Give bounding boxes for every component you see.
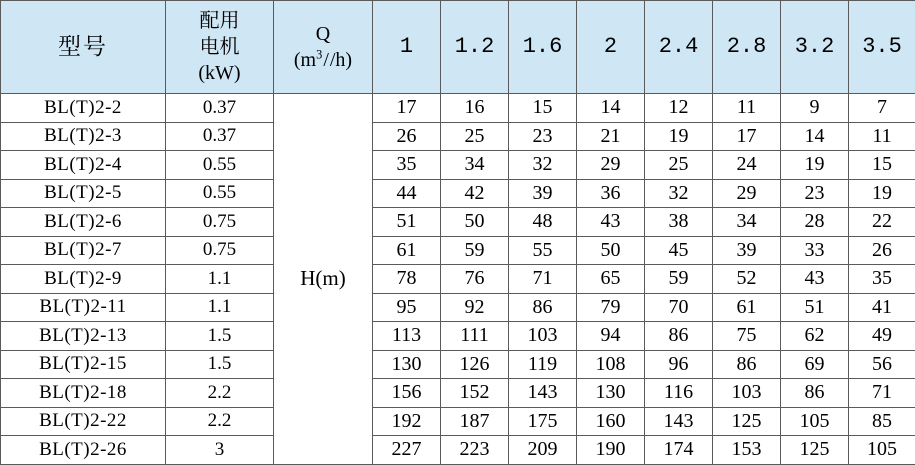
cell-head-2: 152 [441, 379, 509, 408]
cell-model: BL(T)2-4 [1, 151, 166, 180]
header-flow-8: 3.5 [849, 1, 915, 94]
cell-head-5: 59 [645, 265, 713, 294]
cell-head-1: 130 [373, 350, 441, 379]
cell-head-3: 55 [509, 236, 577, 265]
cell-head-8: 41 [849, 293, 915, 322]
cell-head-6: 75 [713, 322, 781, 351]
cell-model: BL(T)2-5 [1, 179, 166, 208]
flow-unit-slash: / [322, 49, 330, 71]
cell-motor: 1.5 [166, 322, 274, 351]
cell-head-5: 25 [645, 151, 713, 180]
cell-head-2: 59 [441, 236, 509, 265]
header-row [1, 1, 915, 94]
cell-head-5: 12 [645, 94, 713, 123]
cell-head-7: 43 [781, 265, 849, 294]
cell-head-1: 156 [373, 379, 441, 408]
cell-head-8: 85 [849, 407, 915, 436]
table-row [1, 379, 915, 408]
cell-head-6: 86 [713, 350, 781, 379]
cell-head-2: 76 [441, 265, 509, 294]
cell-head-7: 125 [781, 436, 849, 465]
cell-motor: 3 [166, 436, 274, 465]
cell-head-7: 14 [781, 122, 849, 151]
table-row [1, 350, 915, 379]
cell-motor: 2.2 [166, 407, 274, 436]
cell-head-2: 92 [441, 293, 509, 322]
header-flow-6: 2.8 [713, 1, 781, 94]
cell-head-1: 227 [373, 436, 441, 465]
table-row [1, 122, 915, 151]
cell-motor: 1.1 [166, 293, 274, 322]
cell-head-4: 108 [577, 350, 645, 379]
cell-head-8: 105 [849, 436, 915, 465]
cell-head-1: 51 [373, 208, 441, 237]
cell-head-5: 19 [645, 122, 713, 151]
table-row [1, 179, 915, 208]
cell-head-4: 190 [577, 436, 645, 465]
cell-head-3: 175 [509, 407, 577, 436]
cell-head-7: 28 [781, 208, 849, 237]
cell-model: BL(T)2-9 [1, 265, 166, 294]
cell-head-5: 143 [645, 407, 713, 436]
cell-head-3: 71 [509, 265, 577, 294]
table-header [1, 1, 915, 94]
cell-head-6: 11 [713, 94, 781, 123]
cell-head-4: 65 [577, 265, 645, 294]
cell-head-3: 103 [509, 322, 577, 351]
cell-head-7: 23 [781, 179, 849, 208]
cell-head-4: 160 [577, 407, 645, 436]
header-motor-line1: 配用 [166, 8, 273, 34]
cell-head-6: 17 [713, 122, 781, 151]
cell-head-8: 49 [849, 322, 915, 351]
cell-head-4: 94 [577, 322, 645, 351]
cell-head-3: 23 [509, 122, 577, 151]
cell-head-1: 44 [373, 179, 441, 208]
cell-head-5: 70 [645, 293, 713, 322]
cell-motor: 0.75 [166, 208, 274, 237]
cell-head-5: 96 [645, 350, 713, 379]
table-row [1, 293, 915, 322]
cell-head-4: 36 [577, 179, 645, 208]
cell-head-1: 26 [373, 122, 441, 151]
header-flow-1: 1 [373, 1, 441, 94]
cell-head-3: 15 [509, 94, 577, 123]
cell-head-2: 25 [441, 122, 509, 151]
flow-unit-exponent: 3 [316, 47, 322, 61]
cell-head-7: 9 [781, 94, 849, 123]
cell-head-6: 24 [713, 151, 781, 180]
table-row [1, 151, 915, 180]
cell-head-4: 43 [577, 208, 645, 237]
cell-head-7: 86 [781, 379, 849, 408]
cell-head-8: 11 [849, 122, 915, 151]
cell-model: BL(T)2-22 [1, 407, 166, 436]
cell-model: BL(T)2-15 [1, 350, 166, 379]
table-row [1, 407, 915, 436]
cell-head-7: 19 [781, 151, 849, 180]
cell-head-8: 26 [849, 236, 915, 265]
cell-model: BL(T)2-6 [1, 208, 166, 237]
cell-motor: 0.55 [166, 179, 274, 208]
header-flow-4: 2 [577, 1, 645, 94]
cell-head-1: 113 [373, 322, 441, 351]
cell-head-1: 78 [373, 265, 441, 294]
cell-head-6: 153 [713, 436, 781, 465]
cell-head-6: 52 [713, 265, 781, 294]
cell-head-6: 103 [713, 379, 781, 408]
cell-head-8: 71 [849, 379, 915, 408]
cell-head-2: 34 [441, 151, 509, 180]
cell-head-4: 21 [577, 122, 645, 151]
table-row [1, 265, 915, 294]
header-flow-rate [274, 1, 373, 94]
cell-head-6: 61 [713, 293, 781, 322]
cell-head-3: 209 [509, 436, 577, 465]
cell-head-3: 119 [509, 350, 577, 379]
cell-motor: 0.37 [166, 94, 274, 123]
header-model: 型号 [1, 1, 166, 94]
cell-head-5: 116 [645, 379, 713, 408]
cell-model: BL(T)2-11 [1, 293, 166, 322]
cell-head-2: 16 [441, 94, 509, 123]
cell-head-2: 111 [441, 322, 509, 351]
cell-motor: 0.75 [166, 236, 274, 265]
cell-head-7: 69 [781, 350, 849, 379]
cell-head-7: 105 [781, 407, 849, 436]
cell-head-7: 33 [781, 236, 849, 265]
table-row [1, 436, 915, 465]
cell-head-label: H(m) [274, 94, 373, 465]
cell-head-3: 86 [509, 293, 577, 322]
cell-motor: 2.2 [166, 379, 274, 408]
flow-unit-prefix: (m [294, 49, 316, 71]
table-row [1, 322, 915, 351]
flow-unit-suffix: /h) [330, 49, 352, 71]
cell-head-5: 86 [645, 322, 713, 351]
cell-head-7: 62 [781, 322, 849, 351]
cell-head-8: 19 [849, 179, 915, 208]
cell-model: BL(T)2-7 [1, 236, 166, 265]
cell-motor: 1.1 [166, 265, 274, 294]
header-motor-line2: 电机 [166, 34, 273, 60]
header-flow-unit [274, 47, 372, 73]
cell-head-1: 17 [373, 94, 441, 123]
cell-head-7: 51 [781, 293, 849, 322]
cell-head-2: 50 [441, 208, 509, 237]
cell-head-3: 32 [509, 151, 577, 180]
cell-model: BL(T)2-26 [1, 436, 166, 465]
cell-head-5: 32 [645, 179, 713, 208]
cell-model: BL(T)2-2 [1, 94, 166, 123]
cell-head-8: 22 [849, 208, 915, 237]
table-row [1, 236, 915, 265]
cell-head-4: 50 [577, 236, 645, 265]
cell-head-8: 56 [849, 350, 915, 379]
header-flow-symbol: Q [274, 21, 372, 47]
cell-head-8: 35 [849, 265, 915, 294]
cell-head-2: 42 [441, 179, 509, 208]
cell-head-3: 39 [509, 179, 577, 208]
cell-head-3: 143 [509, 379, 577, 408]
cell-motor: 0.37 [166, 122, 274, 151]
table-body [1, 94, 915, 465]
cell-head-4: 130 [577, 379, 645, 408]
cell-motor: 0.55 [166, 151, 274, 180]
table-row [1, 208, 915, 237]
table-row [1, 94, 915, 123]
cell-head-1: 192 [373, 407, 441, 436]
header-motor-power [166, 1, 274, 94]
cell-head-1: 61 [373, 236, 441, 265]
cell-head-6: 39 [713, 236, 781, 265]
cell-head-8: 7 [849, 94, 915, 123]
cell-head-5: 38 [645, 208, 713, 237]
cell-head-6: 29 [713, 179, 781, 208]
header-flow-2: 1.2 [441, 1, 509, 94]
header-flow-3: 1.6 [509, 1, 577, 94]
cell-head-2: 187 [441, 407, 509, 436]
cell-motor: 1.5 [166, 350, 274, 379]
cell-head-4: 14 [577, 94, 645, 123]
cell-head-2: 223 [441, 436, 509, 465]
cell-head-3: 48 [509, 208, 577, 237]
cell-model: BL(T)2-13 [1, 322, 166, 351]
cell-head-6: 34 [713, 208, 781, 237]
cell-head-5: 174 [645, 436, 713, 465]
cell-head-1: 35 [373, 151, 441, 180]
cell-head-6: 125 [713, 407, 781, 436]
cell-head-2: 126 [441, 350, 509, 379]
cell-model: BL(T)2-3 [1, 122, 166, 151]
cell-head-8: 15 [849, 151, 915, 180]
header-flow-7: 3.2 [781, 1, 849, 94]
cell-head-4: 79 [577, 293, 645, 322]
cell-head-5: 45 [645, 236, 713, 265]
cell-head-4: 29 [577, 151, 645, 180]
cell-model: BL(T)2-18 [1, 379, 166, 408]
cell-head-1: 95 [373, 293, 441, 322]
header-motor-line3: (kW) [166, 60, 273, 86]
header-flow-5: 2.4 [645, 1, 713, 94]
